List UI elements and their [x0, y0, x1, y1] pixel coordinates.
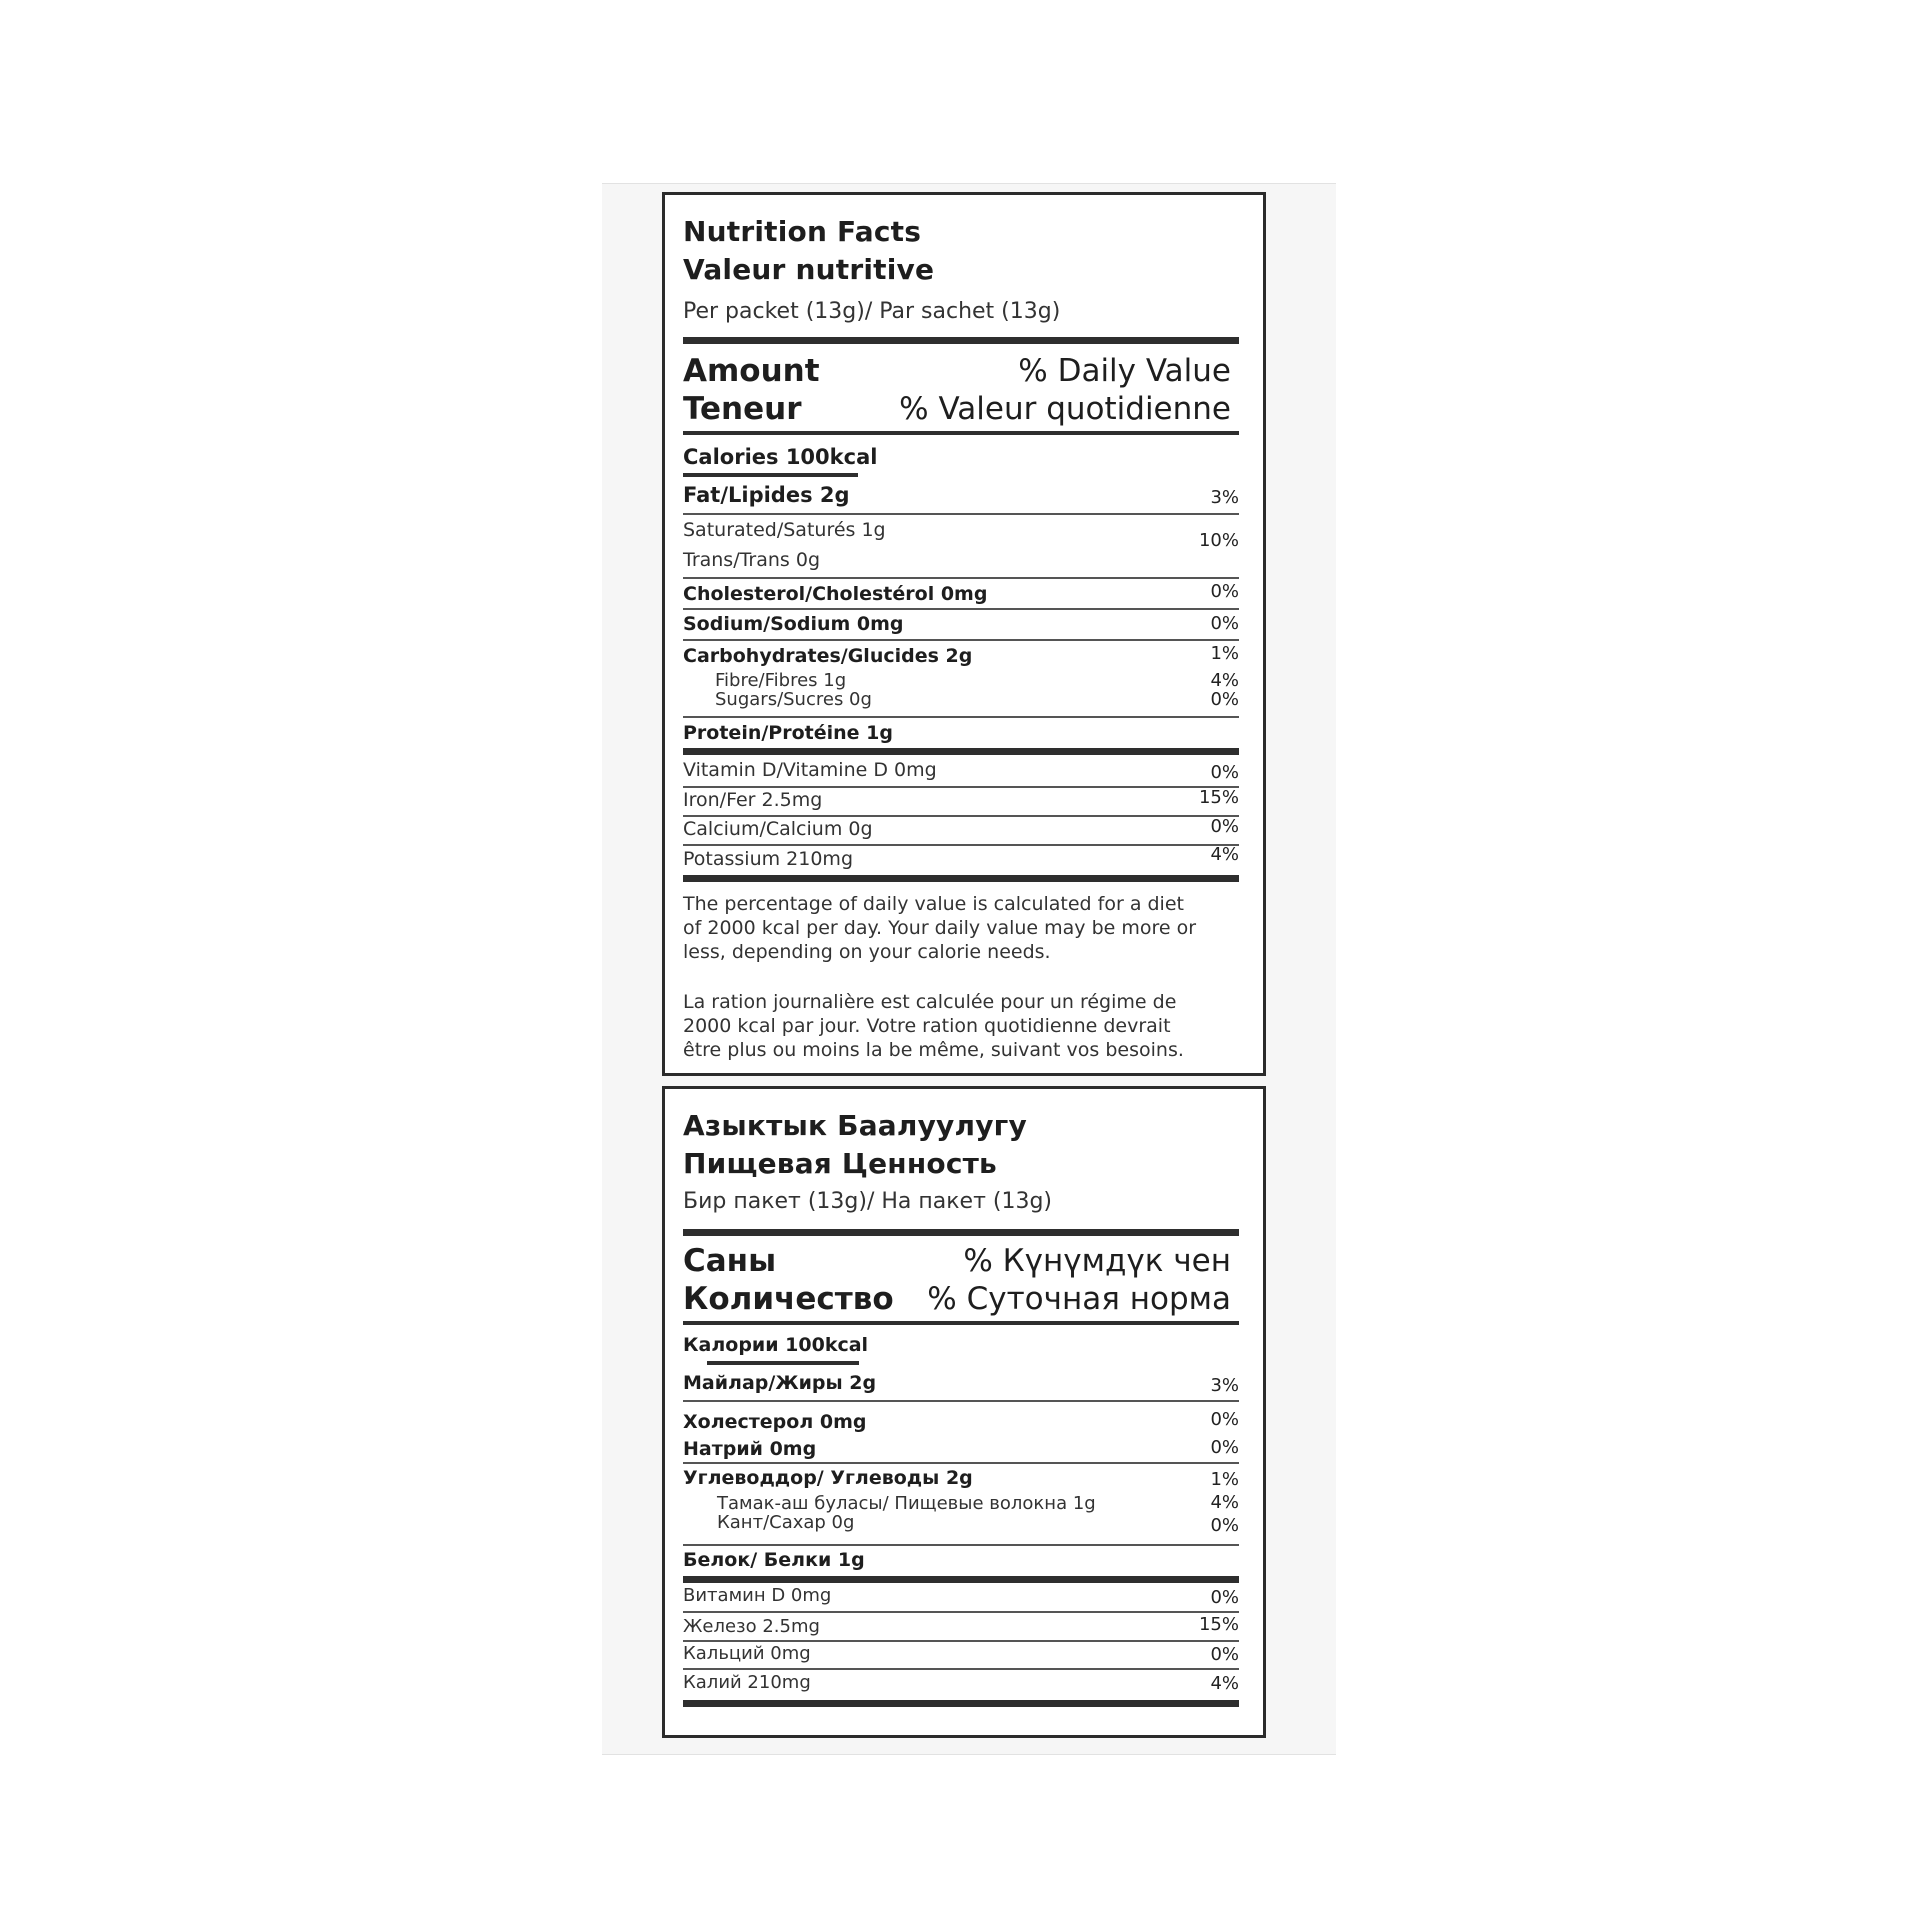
nutrient-row-sugars: Кант/Сахар 0g — [717, 1512, 855, 1533]
panel-title: Nutrition Facts — [683, 215, 922, 248]
divider-thick — [683, 1700, 1239, 1707]
divider — [683, 1400, 1239, 1402]
footnote-line: 2000 kcal par jour. Votre ration quotidienne devrait — [683, 1015, 1171, 1037]
amount-heading-fr: Teneur — [683, 391, 802, 427]
pct-cholesterol: 0% — [1210, 1409, 1239, 1430]
nutrient-row-fibre: Тамак-аш буласы/ Пищевые волокна 1g — [717, 1493, 1096, 1514]
divider — [683, 431, 1239, 435]
nutrient-row-iron: Iron/Fer 2.5mg — [683, 789, 823, 811]
pct-sodium: 0% — [1210, 1437, 1239, 1458]
nutrient-row-calcium: Calcium/Calcium 0g — [683, 818, 873, 840]
divider-thick — [683, 748, 1239, 755]
serving-size: Per packet (13g)/ Par sachet (13g) — [683, 299, 1061, 324]
pct-iron: 15% — [1198, 787, 1239, 808]
divider — [683, 1462, 1239, 1464]
amount-heading-ru: Количество — [683, 1281, 894, 1317]
pct-sodium: 0% — [1210, 613, 1239, 634]
divider — [683, 608, 1239, 610]
divider — [683, 513, 1239, 515]
nutrient-row-sodium: Sodium/Sodium 0mg — [683, 613, 904, 635]
panel-title-ky: Азыктык Баалуулугу — [683, 1109, 1027, 1142]
amount-heading-ky: Саны — [683, 1243, 777, 1279]
nutrient-row-potassium: Potassium 210mg — [683, 848, 853, 870]
label-card — [602, 183, 1336, 1755]
pct-iron: 15% — [1198, 1614, 1239, 1635]
pct-fat: 3% — [1210, 487, 1239, 508]
pct-vitamin-d: 0% — [1210, 1587, 1239, 1608]
nutrient-row-vitamin-d: Витамин D 0mg — [683, 1585, 832, 1606]
calories: Calories 100kcal — [683, 445, 878, 469]
footnote-line: less, depending on your calorie needs. — [683, 941, 1051, 963]
footnote-line: La ration journalière est calculée pour un régime de — [683, 991, 1177, 1013]
nutrient-row-iron: Железо 2.5mg — [683, 1616, 820, 1637]
nutrition-facts-panel-ky-ru — [662, 1086, 1266, 1738]
pct-sugars: 0% — [1210, 689, 1239, 710]
nutrient-row-cholesterol: Холестерол 0mg — [683, 1411, 867, 1433]
nutrient-row-fat: Fat/Lipides 2g — [683, 483, 850, 507]
nutrient-row-fibre: Fibre/Fibres 1g — [715, 670, 847, 691]
daily-value-heading-ky: % Күнүмдүк чен — [963, 1243, 1231, 1279]
pct-potassium: 4% — [1210, 844, 1239, 865]
divider — [683, 639, 1239, 641]
nutrient-row-potassium: Калий 210mg — [683, 1672, 811, 1693]
nutrient-row-calcium: Кальций 0mg — [683, 1643, 811, 1664]
nutrient-row-protein: Белок/ Белки 1g — [683, 1549, 865, 1571]
nutrient-row-carbohydrates: Углеводдор/ Углеводы 2g — [683, 1467, 973, 1489]
footnote-fr — [683, 990, 1203, 1062]
footnote-en — [683, 892, 1203, 964]
nutrient-row-protein: Protein/Protéine 1g — [683, 722, 893, 744]
daily-value-heading: % Daily Value — [1018, 353, 1231, 389]
footnote-line: être plus ou moins la be même, suivant vos besoins. — [683, 1039, 1184, 1061]
divider — [683, 1544, 1239, 1546]
divider-thick — [683, 875, 1239, 882]
nutrient-row-vitamin-d: Vitamin D/Vitamine D 0mg — [683, 759, 937, 781]
nutrient-row-sugars: Sugars/Sucres 0g — [715, 689, 872, 710]
amount-heading: Amount — [683, 353, 820, 389]
divider — [683, 815, 1239, 817]
pct-cholesterol: 0% — [1210, 581, 1239, 602]
divider — [683, 716, 1239, 718]
pct-vitamin-d: 0% — [1210, 762, 1239, 783]
nutrient-row-saturated: Saturated/Saturés 1g — [683, 519, 886, 541]
nutrient-row-fat: Майлар/Жиры 2g — [683, 1372, 877, 1394]
divider — [683, 786, 1239, 788]
pct-sugars: 0% — [1210, 1515, 1239, 1536]
nutrient-row-carbohydrates: Carbohydrates/Glucides 2g — [683, 645, 973, 667]
pct-fibre: 4% — [1210, 1492, 1239, 1513]
divider — [683, 1640, 1239, 1642]
nutrient-row-cholesterol: Cholesterol/Cholestérol 0mg — [683, 583, 988, 605]
panel-title-fr: Valeur nutritive — [683, 253, 935, 286]
divider — [683, 1668, 1239, 1670]
pct-calcium: 0% — [1210, 816, 1239, 837]
pct-fat: 3% — [1210, 1375, 1239, 1396]
divider — [683, 577, 1239, 579]
pct-potassium: 4% — [1210, 1673, 1239, 1694]
panel-title-ru: Пищевая Ценность — [683, 1147, 997, 1180]
daily-value-heading-ru: % Суточная норма — [927, 1281, 1231, 1317]
calories-underline — [707, 1361, 859, 1365]
pct-saturated-trans: 10% — [1198, 530, 1239, 551]
divider-thick — [683, 337, 1239, 344]
footnote-line: The percentage of daily value is calculated for a diet — [683, 893, 1184, 915]
divider — [683, 1611, 1239, 1613]
pct-carbohydrates: 1% — [1210, 1469, 1239, 1490]
daily-value-heading-fr: % Valeur quotidienne — [899, 391, 1231, 427]
divider-thick — [683, 1229, 1239, 1236]
nutrition-facts-panel-en-fr — [662, 192, 1266, 1076]
nutrient-row-sodium: Натрий 0mg — [683, 1438, 817, 1460]
footnote-line: of 2000 kcal per day. Your daily value may be more or — [683, 917, 1197, 939]
calories-underline — [683, 473, 858, 477]
divider — [683, 1321, 1239, 1325]
pct-calcium: 0% — [1210, 1644, 1239, 1665]
serving-size: Бир пакет (13g)/ На пакет (13g) — [683, 1189, 1053, 1214]
calories: Калории 100kcal — [683, 1334, 869, 1356]
pct-fibre: 4% — [1210, 670, 1239, 691]
nutrient-row-trans: Trans/Trans 0g — [683, 549, 821, 571]
divider-thick — [683, 1576, 1239, 1583]
pct-carbohydrates: 1% — [1210, 643, 1239, 664]
divider — [683, 844, 1239, 846]
